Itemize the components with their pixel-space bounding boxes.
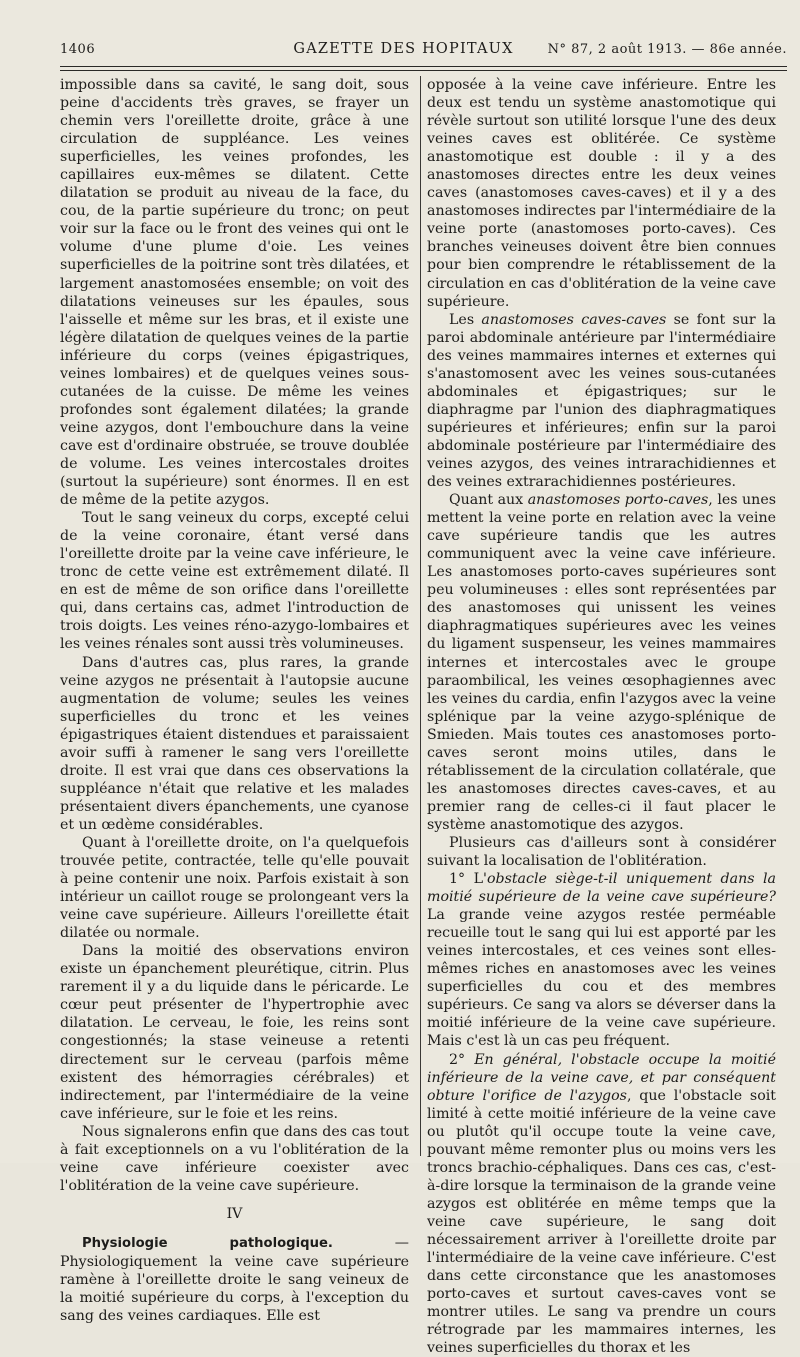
paragraph: Tout le sang veineux du corps, excepté celui de la veine coronaire, étant versé dans l'oreillette droite par la veine cave inférieure, le tronc de cette veine est extrêmement dilaté. Il en est de même de son orifice dans l'oreillette qui, dans certains cas, admet l'introduction de trois doigts. Les veines réno-azygo-lombaires et les veines rénales sont aussi très volumineuses. [60,510,409,653]
section-subhead: Physiologie pathologique. [82,1235,333,1251]
journal-title: GAZETTE DES HOPITAUX [293,41,514,57]
paragraph: Dans d'autres cas, plus rares, la grande veine azygos ne présentait à l'autopsie aucune augmentation de volume; seules les veines superficielles du tronc et les veines épigastriques étaient distendues et paraissaient avoir suffi à ramener le sang vers l'oreillette droite. Il est vrai que dans ces observations la suppléance n'était que relative et les malades présentaient divers épanchements, une cyanose et un œdème considérables. [60,654,409,833]
page-header [60,38,787,62]
paragraph: opposée à la veine cave inférieure. Entre les deux est tendu un système anastomotique qui révèle surtout son utilité lorsque l'une des deux veines caves est oblitérée. Ce système anastomotique est double : il y a des anastomoses directes entre les deux veines caves (anastomoses caves-caves) et il y a des anastomoses indirectes par l'intermédiaire de la veine porte (anastomoses porto-caves). Ces branches veineuses doivent être bien connues pour bien comprendre le rétablissement de la circulation en cas d'oblitération de la veine cave supérieure. [427,77,776,310]
paragraph-text: — Physiologiquement la veine cave supérieure ramène à l'oreillette droite le sang veineux de la moitié supérieure du corps, à l'exception du sang des veines cardiaques. Elle est [60,1234,409,1325]
text-run: La grande veine azygos restée perméable recueille tout le sang qui lui est apporté par les veines intercostales, et ces veines sont elles-mêmes riches en anastomoses avec les veines superficielles du cou et des membres supérieurs. Ce sang va alors se déverser dans la moitié inférieure de la veine cave supérieure. Mais c'est là un cas peu fréquent. [427,907,776,1050]
paragraph [427,870,776,1050]
text-run: , les unes mettent la veine porte en relation avec la veine cave supérieure tandis que les autres communiquent avec la veine cave inférieure. Les anastomoses porto-caves supérieures sont peu volumineuses : elles sont représentées par des anastomoses qui unissent les veines diaphragmatiques supérieures avec les veines du ligament suspenseur, les veines mammaires internes et intercostales avec le groupe paraombilical, les veines œsophagiennes avec les veines du cardia, enfin l'azygos avec la veine splénique par la veine azygo-splénique de Smieden. Mais toutes ces anastomoses porto-caves seront moins utiles, dans le rétablissement de la circulation collatérale, que les anastomoses directes caves-caves, et au premier rang de celles-ci il faut placer le système anastomotique des azygos. [427,492,776,833]
paragraph: Plusieurs cas d'ailleurs sont à considérer suivant la localisation de l'oblitération. [427,834,776,870]
paragraph: Quant à l'oreillette droite, on l'a quelquefois trouvée petite, contractée, telle qu'elle pouvait à peine contenir une noix. Parfois existait à son intérieur un caillot rouge se prolongeant vers la veine cave supérieure. Ailleurs l'oreillette était dilatée ou normale. [60,834,409,942]
header-rule-thin [60,70,787,71]
italic-term: En général, l'obstacle occupe la moitié inférieure de la veine cave, et par conséquent obture l'orifice de l'azygos [427,1051,776,1104]
right-column [427,76,776,1357]
italic-term: anastomoses caves-caves [481,311,667,328]
paragraph: Nous signalerons enfin que dans des cas tout à fait exceptionnels on a vu l'oblitération de la veine cave inférieure coexister avec l'oblitération de la veine cave supérieure. [60,1123,409,1194]
text-run: 1° L' [449,871,487,888]
paragraph: Dans la moitié des observations environ existe un épanchement pleurétique, citrin. Plus rarement il y a du liquide dans le péricarde. Le cœur peut présenter de l'hypertrophie avec dilatation. Le cerveau, le foie, les reins sont congestionnés; la stase veineuse a retenti directement sur le cerveau (parfois même existent des hémorragies cérébrales) et indirectement, par l'intermédiaire de la veine cave inférieure, sur le foie et les reins. [60,943,409,1122]
left-column [60,76,409,1325]
header-rule-thick [60,66,787,67]
issue-info: N° 87, 2 août 1913. — 86e année. [547,42,787,57]
text-run: Quant aux [449,492,528,509]
italic-term: obstacle siège-t-il uniquement dans la moitié supérieure de la veine cave supérieure? [427,871,777,906]
section-number: IV [226,1205,243,1222]
paragraph [427,491,776,834]
text-run: 2° [449,1051,475,1068]
page-number: 1406 [60,42,96,57]
paragraph-physiologie [60,1234,409,1325]
text-run: Les [449,311,482,328]
column-separator [420,76,421,1156]
italic-term: anastomoses porto-caves [527,492,709,509]
text-run: , que l'obstacle soit limité à cette moitié inférieure de la veine cave ou plutôt qu'il occupe toute la veine cave, pouvant même remonter plus ou moins vers les troncs brachio-céphaliques. Dans ces cas, c'est-à-dire lorsque la terminaison de la grande veine azygos est oblitérée en même temps que la veine cave supérieure, le sang doit nécessairement arriver à l'oreillette droite par l'intermédiaire de la veine cave inférieure. C'est dans cette circonstance que les anastomoses porto-caves et surtout caves-caves vont se montrer utiles. Le sang va prendre un cours rétrograde par les mammaires internes, les veines superficielles du thorax et les [427,1087,776,1357]
paragraph: impossible dans sa cavité, le sang doit, sous peine d'accidents très graves, se frayer un chemin vers l'oreillette droite, grâce à une circulation de suppléance. Les veines superficielles, les veines profondes, les capillaires eux-mêmes se dilatent. Cette dilatation se produit au niveau de la face, du cou, de la partie supérieure du tronc; on peut voir sur la face ou le front des veines qui ont le volume d'une plume d'oie. Les veines superficielles de la poitrine sont très dilatées, et largement anastomosées ensemble; on voit des dilatations veineuses sur les épaules, sous l'aisselle et même sur les bras, et il existe une légère dilatation de quelques veines de la partie inférieure du corps (veines épigastriques, veines lombaires) et de quelques veines sous-cutanées de la cuisse. De même les veines profondes sont également dilatées; la grande veine azygos, dont l'embouchure dans la veine cave est d'ordinaire obstruée, se trouve doublée de volume. Les veines intercostales droites (surtout la supérieure) sont énormes. Il en est de même de la petite azygos. [60,77,409,509]
text-run: se font sur la paroi abdominale antérieure par l'intermédiaire des veines mammaires internes et externes qui s'anastomosent avec les veines sous-cutanées abdominales et épigastriques; sur le diaphragme par l'union des diaphragmatiques supérieures et inférieures; enfin sur la paroi abdominale postérieure par l'intermédiaire des veines azygos, des veines intrarachidiennes et des veines extrarachidiennes postérieures. [427,311,777,491]
paragraph [427,1051,776,1357]
paragraph [427,311,776,491]
